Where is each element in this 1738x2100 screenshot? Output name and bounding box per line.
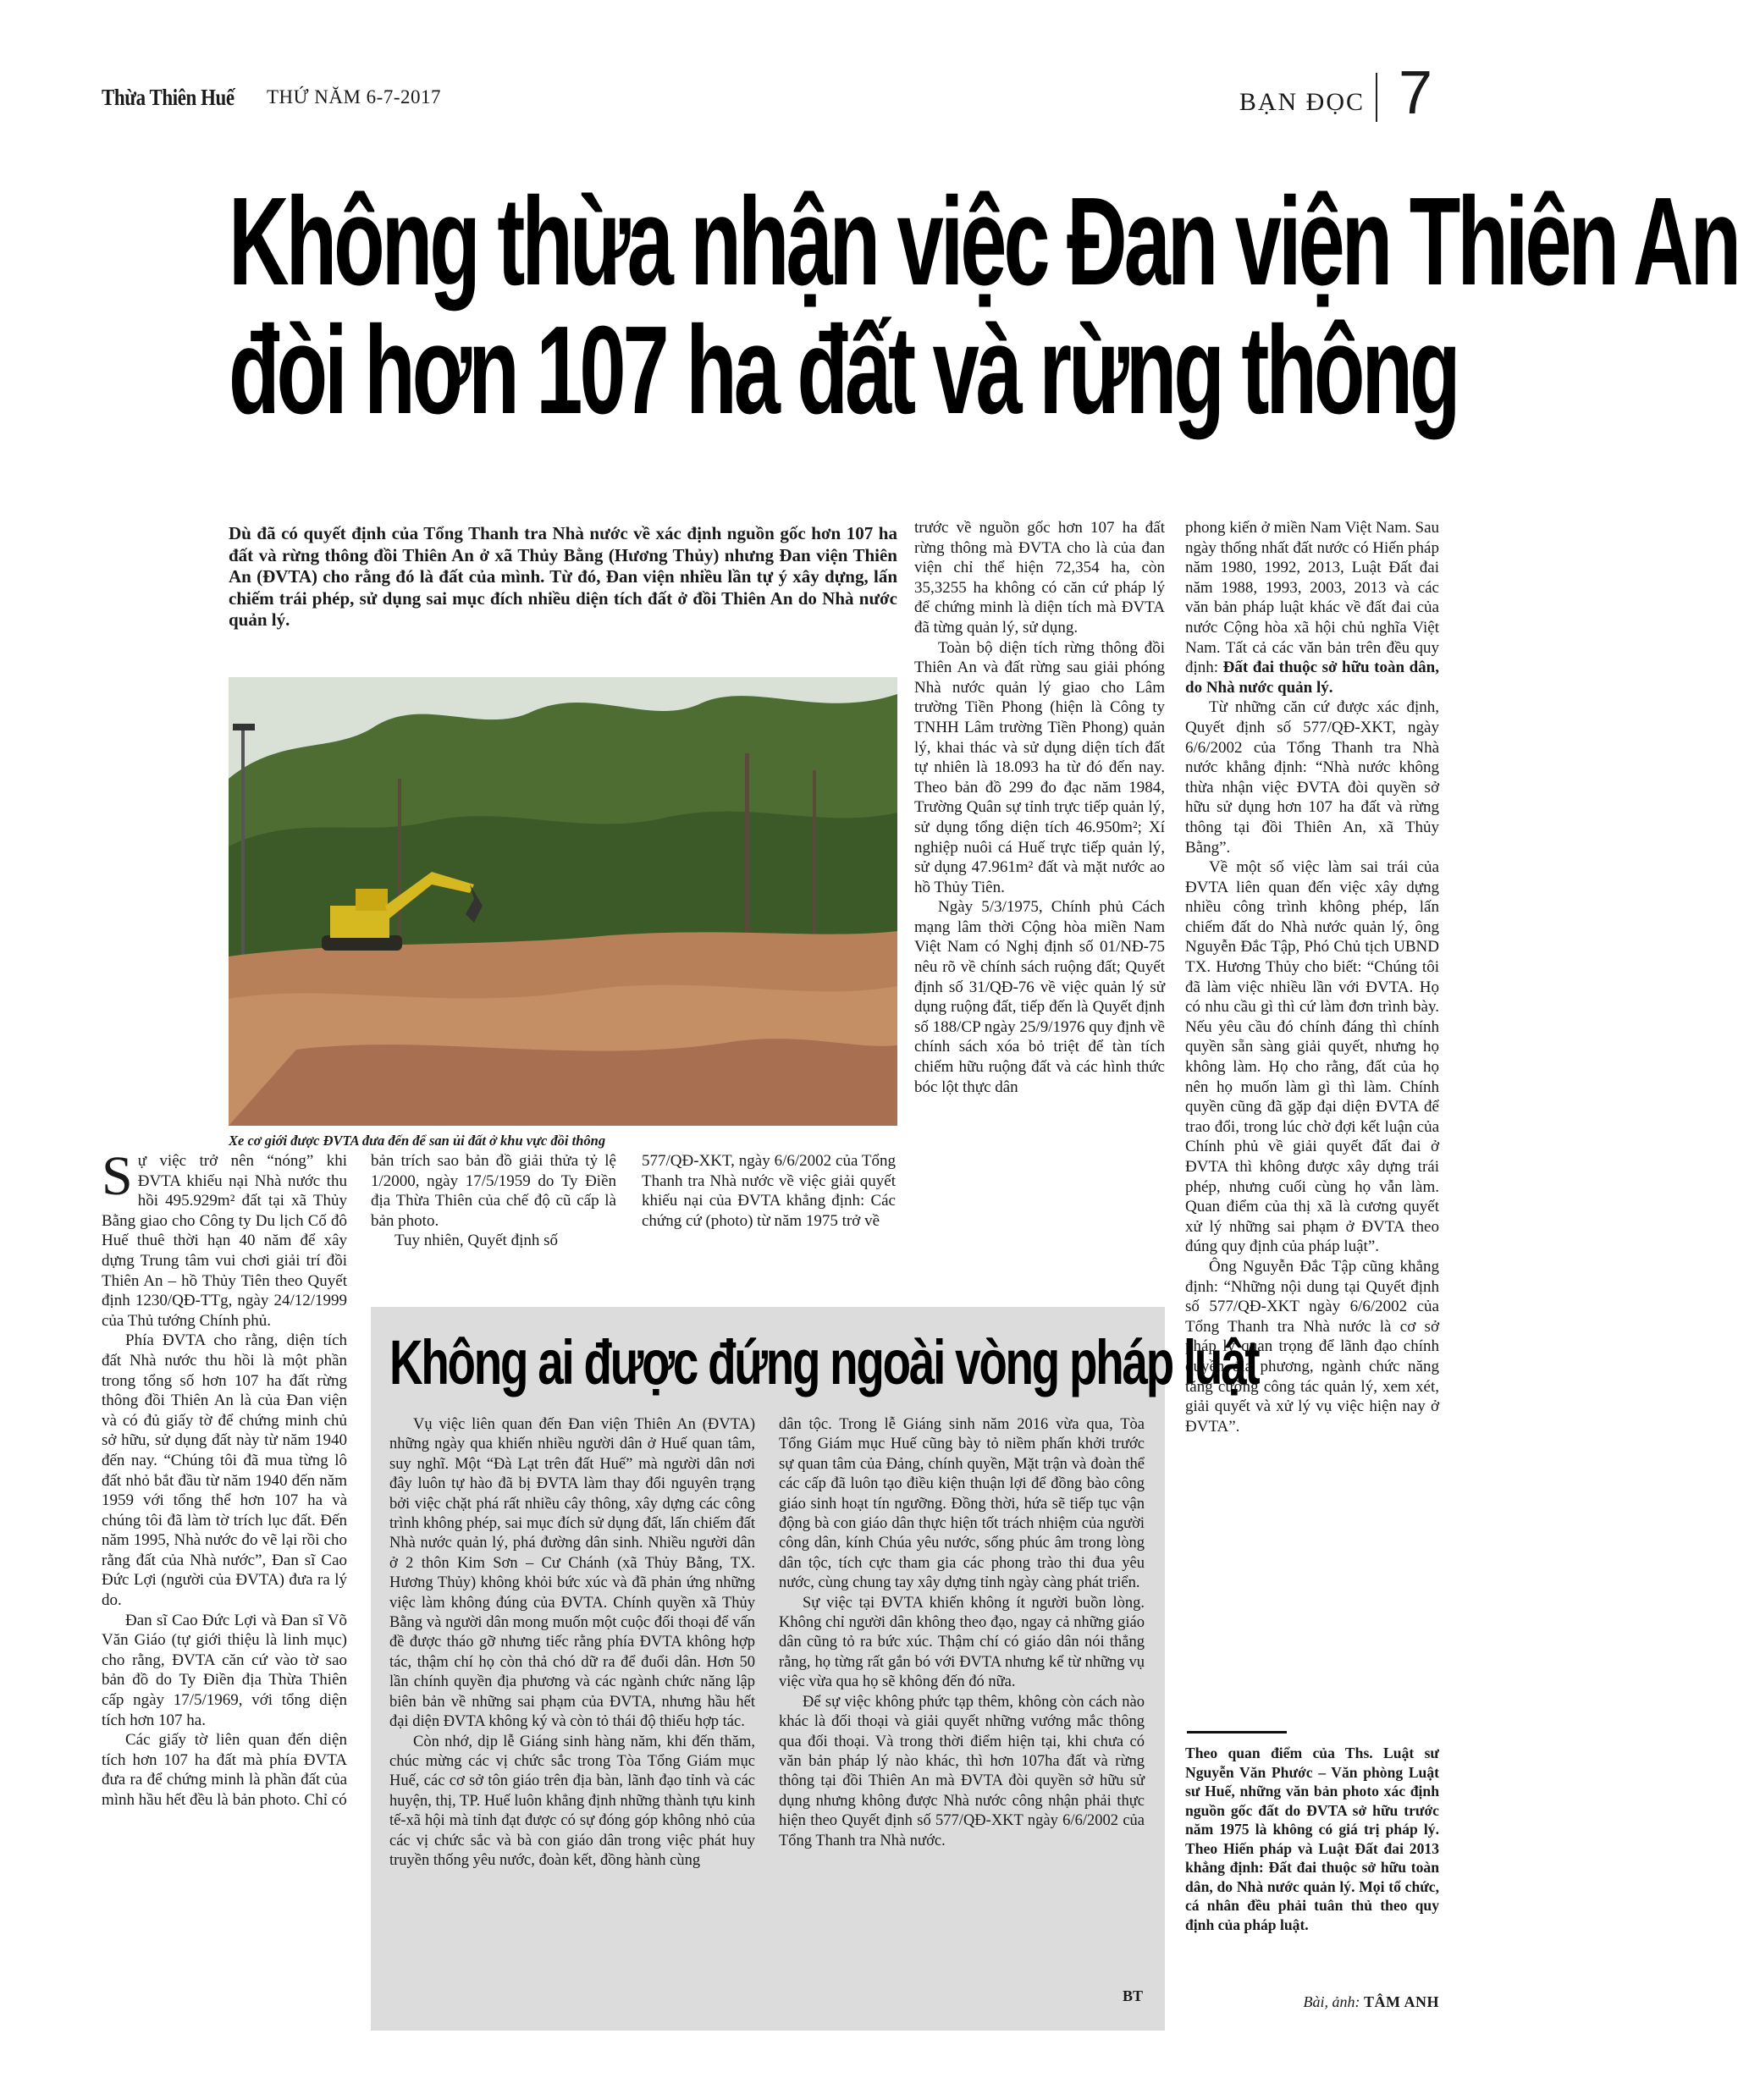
paragraph: Phía ĐVTA cho rằng, diện tích đất Nhà nước thu hồi là một phần trong tổng số hơn 107 ha đất rừng thông đồi Thiên An là của Đan viện và có đủ giấy tờ để chứng minh chủ sở hữu, sử dụng đất này từ năm 1940 đến nay. “Chúng tôi đã mua từng lô đất nhỏ bắt đầu từ năm 1940 đến năm 1959 với tổng thể hơn 107 ha và chúng tôi đã làm tờ trích lục đất. Đến năm 1995, Nhà nước đo vẽ lại rồi cho rằng đất của Nhà nước”, Đan sĩ Cao Đức Lợi (người của ĐVTA) đưa ra lý do. bbox=[102, 1331, 347, 1610]
article-column-2 bbox=[371, 1151, 616, 1251]
paragraph bbox=[102, 1145, 347, 1331]
paragraph: Từ những căn cứ được xác định, Quyết định số 577/QĐ-XKT, ngày 6/6/2002 của Tổng Thanh tra Nhà nước khẳng định: “Nhà nước không thừa nhận việc ĐVTA đòi quyền sở hữu sử dụng hơn 107 ha đất và rừng thông tại đồi Thiên An, xã Thủy Bằng”. bbox=[1185, 698, 1439, 857]
drop-cap: S bbox=[102, 1145, 133, 1207]
article-column-4 bbox=[914, 518, 1165, 1097]
paragraph: Vụ việc liên quan đến Đan viện Thiên An (ĐVTA) những ngày qua khiến nhiều người dân ở Huế quan tâm, suy nghĩ. Một “Đà Lạt trên đất Huế” mà người dân nơi đây luôn tự hào đã bị ĐVTA làm thay đổi nguyên trạng bởi việc chặt phá rất nhiều cây thông, xây dựng các công trình không phép, sai mục đích sử dụng đất, lấn chiếm đất Nhà nước quản lý, phá đường dân sinh. Nhiều người dân ở 2 thôn Kim Sơn – Cư Chánh (xã Thủy Bằng, TX. Hương Thủy) không khỏi bức xúc và đã phản ứng những việc làm không đúng của ĐVTA. Chính quyền xã Thủy Bằng và người dân mong muốn một cuộc đối thoại để vấn đề được tháo gỡ nhưng tiếc rằng phía ĐVTA không hợp tác, thậm chí họ còn thả chó dữ ra để đuổi dân. Hơn 50 lần chính quyền địa phương và các ngành chức năng lập biên bản về những sai phạm của ĐVTA, nhưng hầu hết đại diện ĐVTA không ký và còn tỏ thái độ thiếu hợp tác. bbox=[389, 1416, 755, 1731]
article-column-3 bbox=[642, 1151, 896, 1231]
article-headline bbox=[229, 172, 1738, 440]
section-name: BẠN ĐỌC bbox=[1239, 88, 1365, 116]
sidebar-column-right bbox=[779, 1415, 1145, 1851]
paragraph: Ngày 5/3/1975, Chính phủ Cách mạng lâm thời Cộng hòa miền Nam Việt Nam có Nghị định số 01/NĐ-75 nêu rõ về chính sách ruộng đất; Quyết định số 31/QĐ-76 về việc quản lý sử dụng ruộng đất, tiếp đến là Quyết định số 188/CP ngày 25/9/1976 quy định về chính sách xóa bỏ triệt để tàn tích chiếm hữu ruộng đất và các hình thức bóc lột thực dân bbox=[914, 898, 1165, 1096]
paragraph: Ông Nguyễn Đắc Tập cũng khẳng định: “Những nội dung tại Quyết định số 577/QĐ-XKT ngày 6/6/2002 của Tổng Thanh tra Nhà nước là cơ sở pháp lý quan trọng để lãnh đạo chính quyền địa phương, ngành chức năng tăng cường công tác quản lý, xem xét, giải quyết và xử lý vụ việc hiện nay ở ĐVTA”. bbox=[1185, 1257, 1439, 1436]
newspaper-brand: Thừa Thiên Huế bbox=[102, 85, 234, 110]
paragraph: bản trích sao bản đồ giải thửa tỷ lệ 1/2000, ngày 17/5/1959 do Ty Điền địa Thừa Thiên của chế độ cũ cấp là bản photo. bbox=[371, 1152, 616, 1230]
paragraph bbox=[1185, 518, 1439, 697]
byline bbox=[1185, 1993, 1439, 2011]
article-photo bbox=[229, 677, 897, 1126]
photo-caption: Xe cơ giới được ĐVTA đưa đến để san ủi đất ở khu vực đồi thông bbox=[229, 1133, 606, 1149]
masthead bbox=[102, 59, 1432, 127]
page-number: 7 bbox=[1398, 59, 1432, 127]
article-column-1 bbox=[102, 1145, 347, 1811]
headline-line-1: Không thừa nhận việc Đan viện Thiên An bbox=[229, 172, 1738, 311]
paragraph-text: phong kiến ở miền Nam Việt Nam. Sau ngày thống nhất đất nước có Hiến pháp năm 1980, 1992, 2013, Luật Đất đai năm 1988, 1993, 2003, 2013 và các văn bản pháp luật khác về đất đai của nước Cộng hòa xã hội chủ nghĩa Việt Nam. Tất cả các văn bản trên đều quy định: bbox=[1185, 519, 1439, 677]
paragraph: Tuy nhiên, Quyết định số bbox=[394, 1232, 559, 1250]
headline-line-2: đòi hơn 107 ha đất và rừng thông bbox=[229, 300, 1458, 440]
paragraph: Về một số việc làm sai trái của ĐVTA liên quan đến việc xây dựng nhiều công trình không phép, lấn chiếm đất do Nhà nước quản lý, ông Nguyễn Đắc Tập, Phó Chủ tịch UBND TX. Hương Thủy cho biết: “Chúng tôi đã làm việc nhiều lần với ĐVTA. Họ có nhu cầu gì thì cứ làm đơn trình bày. Nếu yêu cầu đó chính đáng thì chính quyền sẵn sàng giải quyết, nhưng họ không làm. Họ cho rằng, đất của họ nên họ muốn làm gì thì làm. Chính quyền cũng đã gặp đại diện ĐVTA để trao đổi, trong lúc chờ đợi kết luận của Chính phủ về giải quyết đất đai ở ĐVTA thì không được xây dựng trái phép, nhưng cuối cùng họ vẫn làm. Quan điểm của thị xã là cương quyết xử lý những sai phạm ở ĐVTA theo đúng quy định của pháp luật”. bbox=[1185, 858, 1439, 1256]
paragraph: trước về nguồn gốc hơn 107 ha đất rừng thông mà ĐVTA cho là của đan viện chỉ thể hiện 72,354 ha, còn 35,3255 ha không có căn cứ pháp lý để chứng minh là diện tích mà ĐVTA đã từng quản lý, sử dụng. bbox=[914, 519, 1165, 637]
paragraph: Để sự việc không phức tạp thêm, không còn cách nào khác là đối thoại và giải quyết những vướng mắc thông qua đối thoại. Và trong thời điểm hiện tại, khi chưa có văn bản pháp lý nào khác, thì hơn 107ha đất và rừng thông tại đồi Thiên An mà ĐVTA đòi quyền sở hữu sử dụng nhưng không được Nhà nước công nhận phải thực hiện theo Quyết định số 577/QĐ-XKT ngày 6/6/2002 của Tổng Thanh tra Nhà nước. bbox=[779, 1693, 1145, 1849]
paragraph: 577/QĐ-XKT, ngày 6/6/2002 của Tổng Thanh tra Nhà nước về việc giải quyết khiếu nại của ĐVTA khẳng định: Các chứng cứ (photo) từ năm 1975 trở về bbox=[642, 1152, 896, 1230]
paragraph: Sự việc tại ĐVTA khiến không ít người buồn lòng. Không chỉ người dân không theo đạo, ngay cả những giáo dân cũng tỏ ra bức xúc. Thậm chí có giáo dân nói thẳng rằng, họ từng rất gắn bó với ĐVTA nhưng kể từ những vụ việc vừa qua họ sẽ không đến đó nữa. bbox=[779, 1594, 1145, 1691]
paragraph-text: ự việc trở nên “nóng” khi ĐVTA khiếu nại Nhà nước thu hồi 495.929m² đất tại xã Thủy Bằng giao cho Công ty Du lịch Cố đô Huế thuê thời hạn 40 năm để xây dựng Trung tâm vui chơi giải trí đồi Thiên An – hồ Thủy Tiên theo Quyết định 1230/QĐ-TTg, ngày 24/12/1999 của Thủ tướng Chính phủ. bbox=[102, 1152, 347, 1330]
paragraph: Toàn bộ diện tích rừng thông đồi Thiên An và đất rừng sau giải phóng Nhà nước quản lý giao cho Lâm trường Tiền Phong (hiện là Công ty TNHH Lâm trường Tiền Phong) quản lý, khai thác và sử dụng diện tích đất tự nhiên là 18.093 ha từ đó đến nay. Theo bản đồ 299 đo đạc năm 1984, Trường Quân sự tỉnh trực tiếp quản lý, sử dụng tổng diện tích 46.950m²; Xí nghiệp nuôi cá Huế trực tiếp quản lý, sử dụng 47.961m² đất và mặt nước ao hồ Thủy Tiên. bbox=[914, 638, 1165, 896]
masthead-divider bbox=[1376, 73, 1377, 122]
emphasis-text: Đất đai thuộc sở hữu toàn dân, do Nhà nước quản lý. bbox=[1185, 659, 1439, 697]
excavator-photo-illustration bbox=[229, 677, 897, 1126]
paragraph: Đan sĩ Cao Đức Lợi và Đan sĩ Võ Văn Giáo (tự giới thiệu là linh mục) cho rằng, ĐVTA căn cứ vào tờ sao bản đồ do Ty Điền địa Thừa Thiên cấp ngày 17/5/1969, với tổng diện tích hơn 107 ha. bbox=[102, 1611, 347, 1729]
paragraph: Các giấy tờ liên quan đến diện tích hơn 107 ha đất mà phía ĐVTA đưa ra để chứng minh là phần đất của mình hầu hết đều là bản photo. Chỉ có bbox=[102, 1731, 347, 1809]
sidebar-column-left bbox=[389, 1415, 755, 1871]
byline-label: Bài, ảnh: bbox=[1303, 1993, 1364, 2010]
article-lead: Dù đã có quyết định của Tổng Thanh tra Nhà nước về xác định nguồn gốc hơn 107 ha đất và rừng thông đồi Thiên An ở xã Thủy Bằng (Hương Thủy) nhưng Đan viện Thiên An (ĐVTA) cho rằng đó là đất của mình. Từ đó, Đan viện nhiều lần tự ý xây dựng, lấn chiếm trái phép, sử dụng sai mục đích nhiều diện tích đất ở đồi Thiên An do Nhà nước quản lý. bbox=[229, 523, 897, 630]
article-column-5 bbox=[1185, 518, 1439, 1436]
lawyer-note: Theo quan điểm của Ths. Luật sư Nguyễn Văn Phước – Văn phòng Luật sư Huế, những văn bản photo xác định nguồn gốc đất do ĐVTA sở hữu trước năm 1975 là không có giá trị pháp lý. Theo Hiến pháp và Luật Đất đai 2013 khẳng định: Đất đai thuộc sở hữu toàn dân, do Nhà nước quản lý. Mọi tổ chức, cá nhân đều phải tuân thủ theo quy định của pháp luật. bbox=[1185, 1744, 1439, 1933]
paragraph: dân tộc. Trong lễ Giáng sinh năm 2016 vừa qua, Tòa Tổng Giám mục Huế cũng bày tỏ niềm phấn khởi trước sự quan tâm của Đảng, chính quyền, Mặt trận và đoàn thể các cấp đã luôn tạo điều kiện thuận lợi để đồng bào công giáo sinh hoạt tín ngưỡng. Đồng thời, hứa sẽ tiếp tục vận động bà con giáo dân thực hiện tốt trách nhiệm của người công dân, kính Chúa yêu nước, sống phúc âm trong lòng dân tộc, tích cực tham gia các phong trào thi đua yêu nước, cùng chung tay xây dựng tỉnh ngày càng phát triển. bbox=[779, 1416, 1145, 1592]
sidebar-signature: BT bbox=[1122, 1987, 1143, 2004]
note-rule bbox=[1187, 1731, 1287, 1733]
paragraph: Còn nhớ, dịp lễ Giáng sinh hàng năm, khi đến thăm, chúc mừng các vị chức sắc trong Tòa Tổng Giám mục Huế, các cơ sở tôn giáo trên địa bàn, lãnh đạo tỉnh và các huyện, thị, TP. Huế luôn khẳng định những thành tựu kinh tế-xã hội mà tỉnh đạt được có sự đóng góp không nhỏ của các vị chức sắc và bà con giáo dân trong việc phát huy truyền thống yêu nước, đoàn kết, đồng hành cùng bbox=[389, 1733, 755, 1869]
sidebar-title: Không ai được đứng ngoài vòng pháp luật bbox=[389, 1327, 1259, 1397]
byline-author: TÂM ANH bbox=[1364, 1993, 1439, 2010]
sidebar-box bbox=[371, 1307, 1259, 2031]
issue-date: THỨ NĂM 6-7-2017 bbox=[267, 86, 441, 107]
